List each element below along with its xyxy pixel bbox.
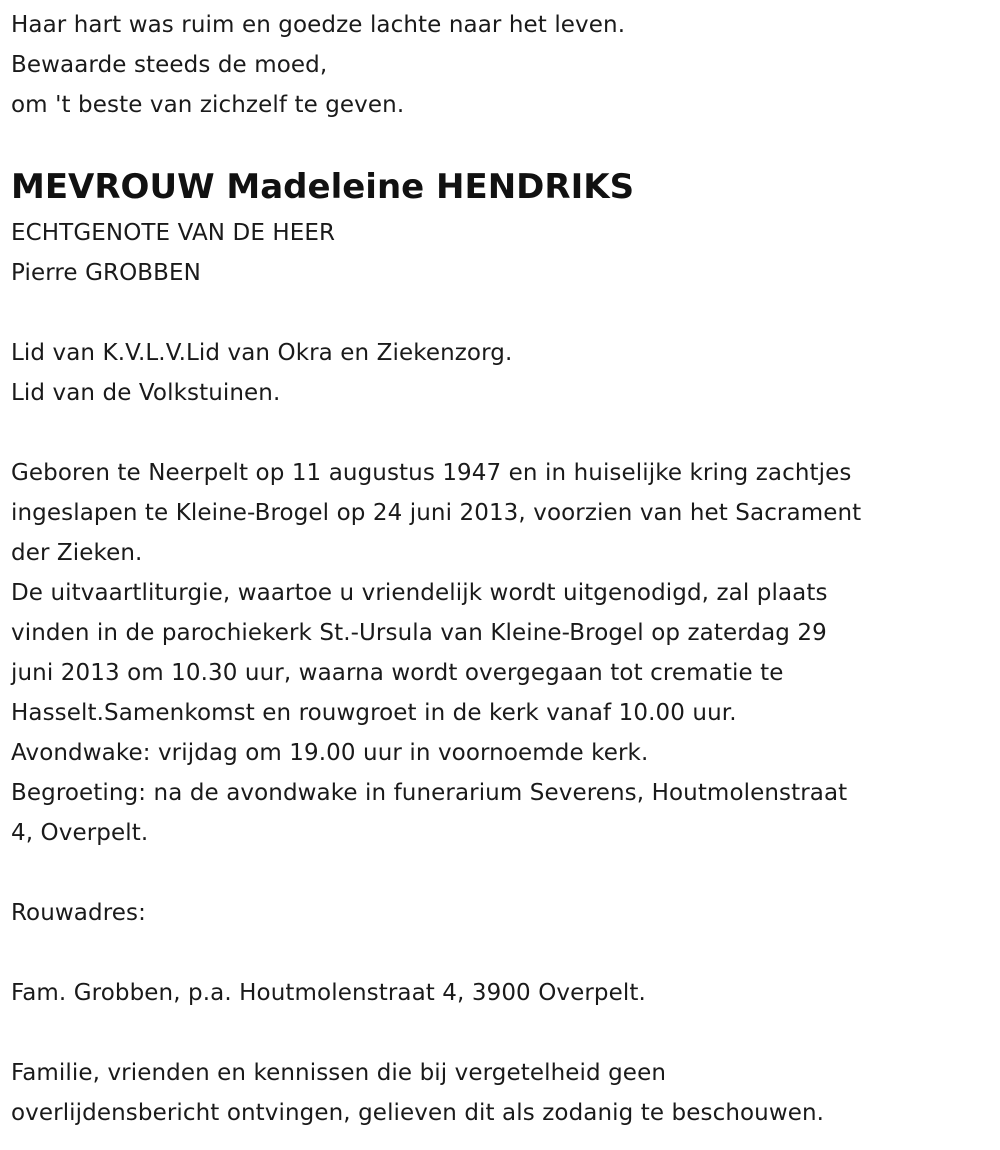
details-line: Avondwake: vrijdag om 19.00 uur in voornoemde kerk. xyxy=(11,740,649,766)
memberships-block xyxy=(11,333,986,413)
membership-line: Lid van K.V.L.V.Lid van Okra en Ziekenzorg. xyxy=(11,340,513,366)
deceased-name-heading: MEVROUW Madeleine HENDRIKS xyxy=(11,167,635,207)
details-line: Hasselt.Samenkomst en rouwgroet in de kerk vanaf 10.00 uur. xyxy=(11,700,737,726)
details-line: 4, Overpelt. xyxy=(11,820,149,846)
spacer xyxy=(11,413,986,453)
spouse-name: Pierre GROBBEN xyxy=(11,260,201,286)
spacer xyxy=(11,933,986,973)
closing-block xyxy=(11,1053,986,1133)
details-line: De uitvaartliturgie, waartoe u vriendelijk wordt uitgenodigd, zal plaats xyxy=(11,580,828,606)
address-label: Rouwadres: xyxy=(11,900,146,926)
details-line: juni 2013 om 10.30 uur, waarna wordt overgegaan tot crematie te xyxy=(11,660,784,686)
details-line: vinden in de parochiekerk St.-Ursula van Kleine-Brogel op zaterdag 29 xyxy=(11,620,827,646)
spacer xyxy=(11,293,986,333)
poem-line: om 't beste van zichzelf te geven. xyxy=(11,92,405,118)
details-line: der Zieken. xyxy=(11,540,143,566)
spouse-line: ECHTGENOTE VAN DE HEER xyxy=(11,220,336,246)
mourning-address: Fam. Grobben, p.a. Houtmolenstraat 4, 3900 Overpelt. xyxy=(11,980,646,1006)
spacer xyxy=(11,853,986,893)
details-block xyxy=(11,453,986,853)
spouse-block xyxy=(11,213,986,293)
poem-line: Bewaarde steeds de moed, xyxy=(11,52,328,78)
closing-line: overlijdensbericht ontvingen, gelieven dit als zodanig te beschouwen. xyxy=(11,1100,825,1126)
details-line: Begroeting: na de avondwake in funerarium Severens, Houtmolenstraat xyxy=(11,780,848,806)
details-line: ingeslapen te Kleine-Brogel op 24 juni 2013, voorzien van het Sacrament xyxy=(11,500,862,526)
obituary-notice xyxy=(11,5,986,1133)
poem xyxy=(11,5,986,125)
membership-line: Lid van de Volkstuinen. xyxy=(11,380,281,406)
poem-line: Haar hart was ruim en goedze lachte naar het leven. xyxy=(11,12,626,38)
details-line: Geboren te Neerpelt op 11 augustus 1947 en in huiselijke kring zachtjes xyxy=(11,460,852,486)
closing-line: Familie, vrienden en kennissen die bij vergetelheid geen xyxy=(11,1060,666,1086)
spacer xyxy=(11,1013,986,1053)
